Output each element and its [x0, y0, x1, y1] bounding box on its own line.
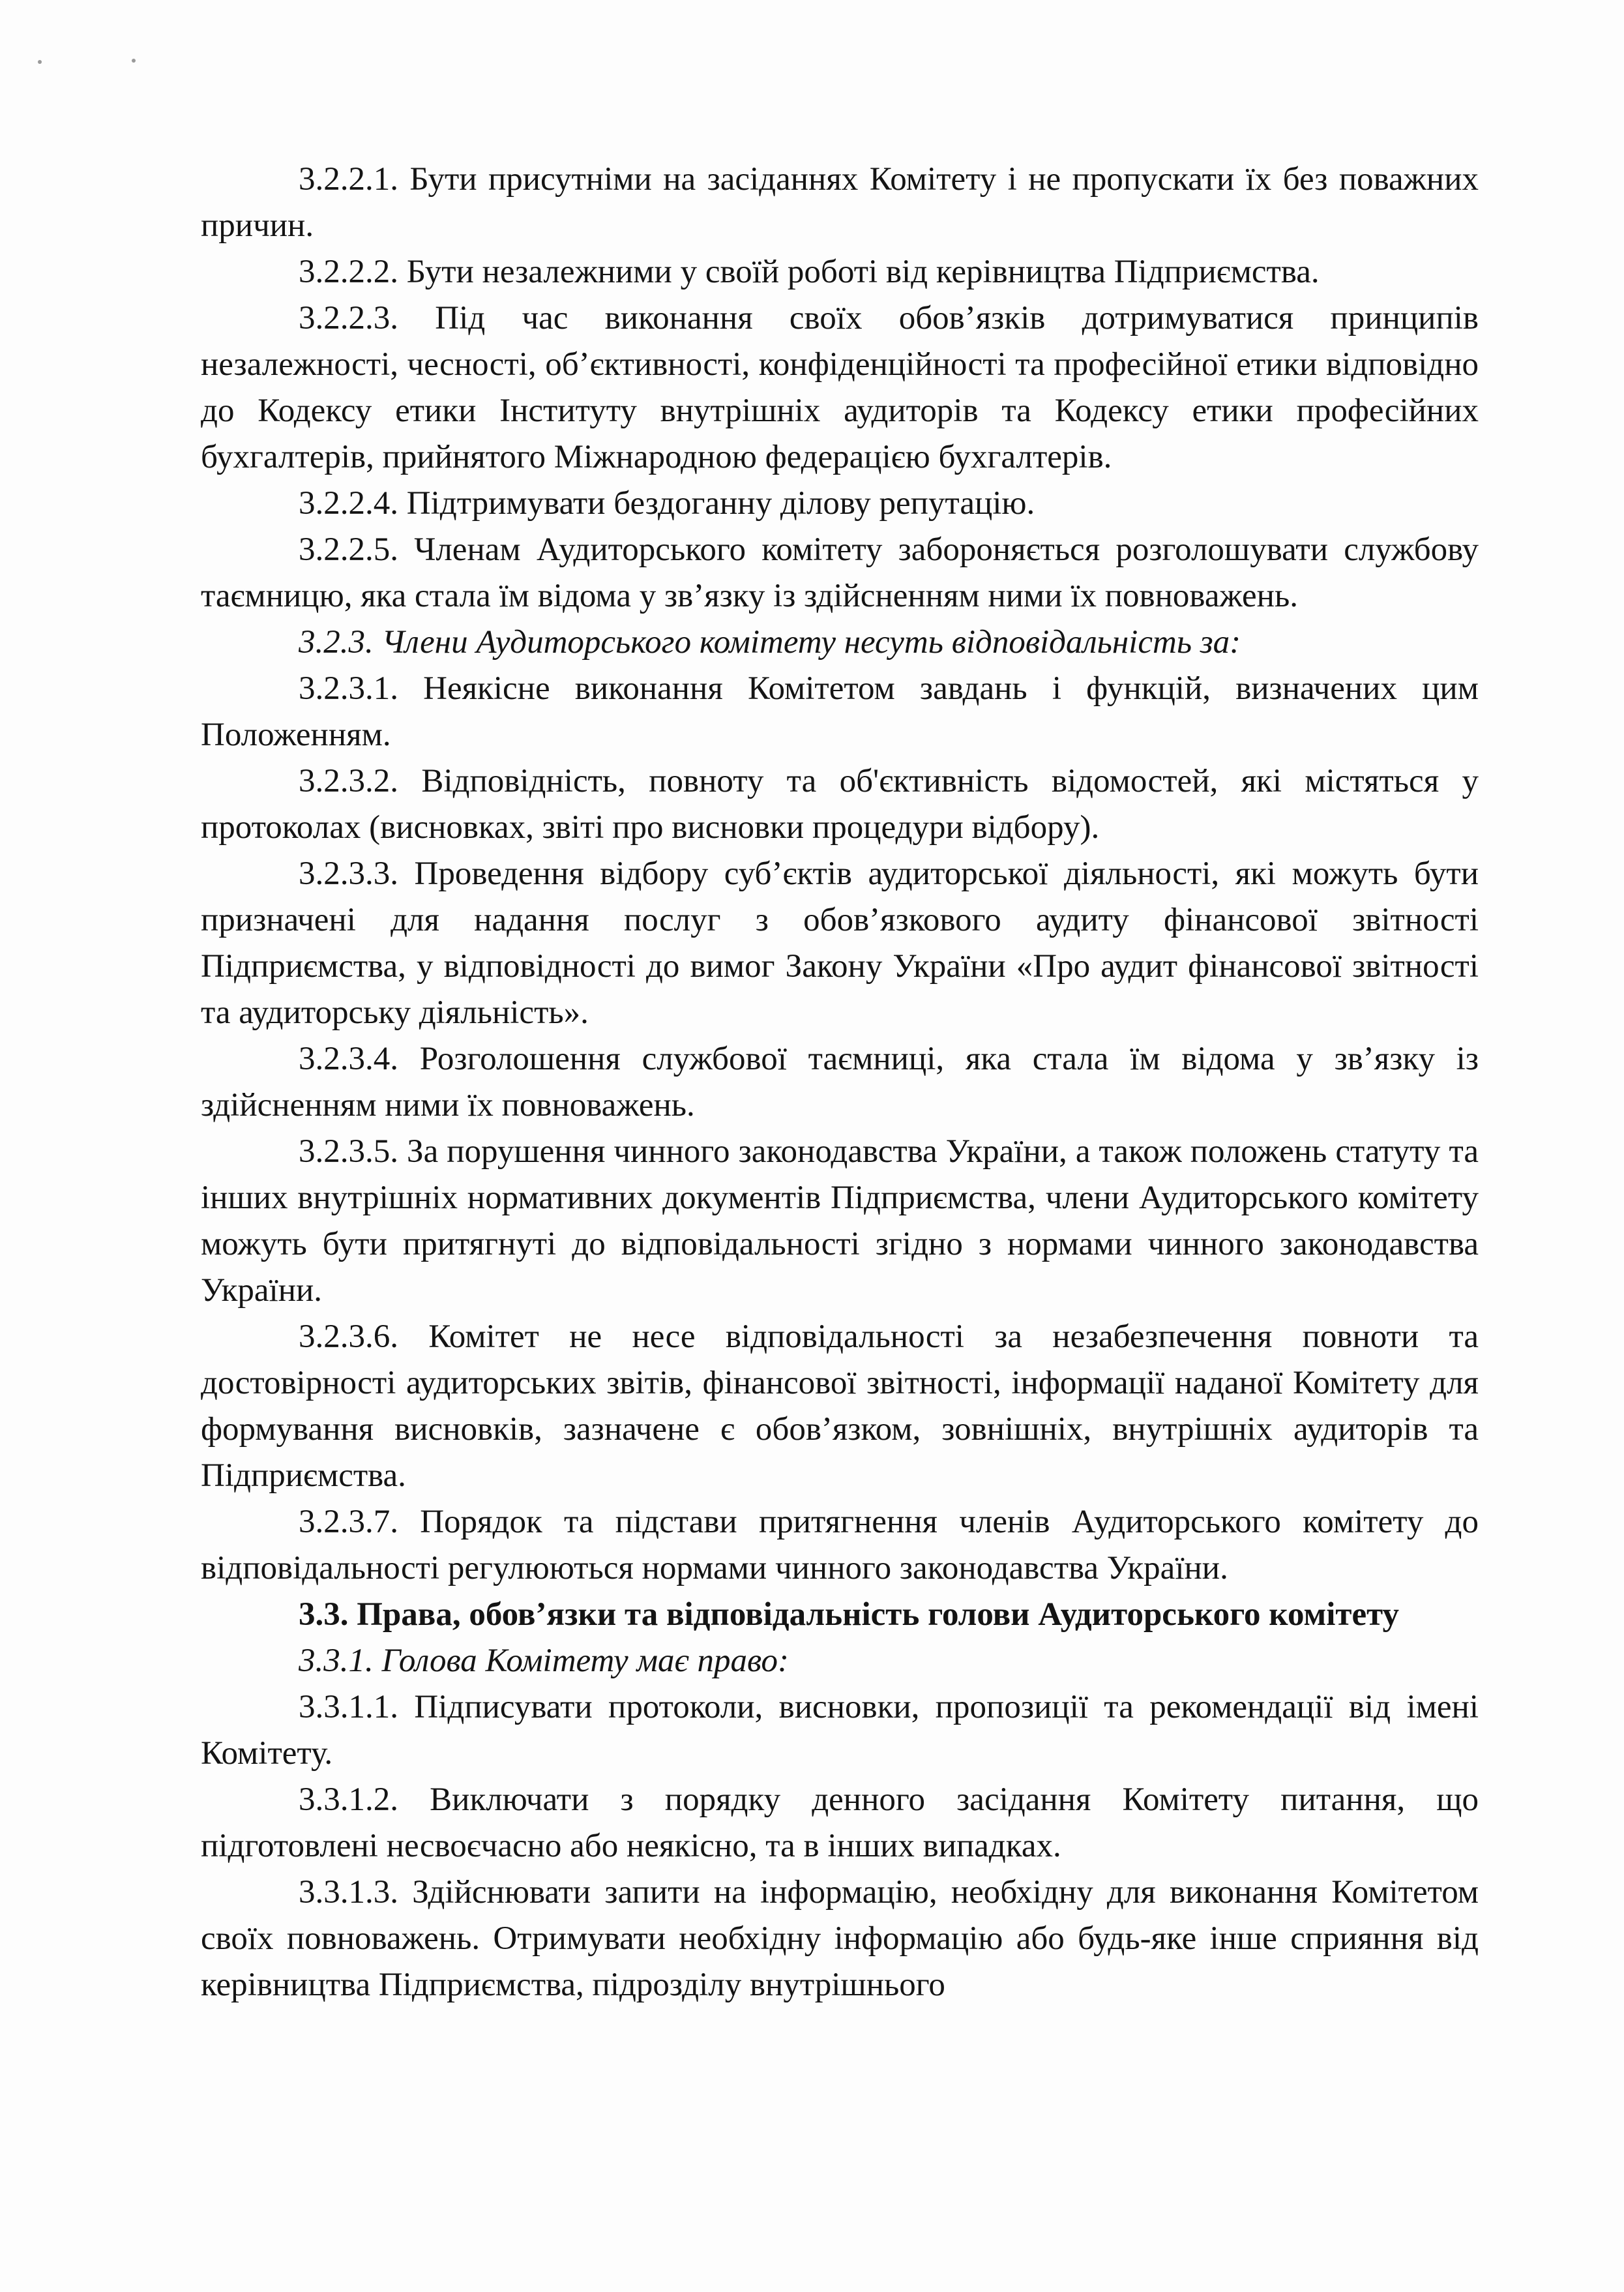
document-body: [201, 156, 1479, 2008]
paragraph-3-2-3-1: 3.2.3.1. Неякісне виконання Комітетом завдань і функцій, визначених цим Положенням.: [201, 670, 1479, 753]
paragraph-3-3-1-1: 3.3.1.1. Підписувати протоколи, висновки, пропозиції та рекомендації від імені Комітету.: [201, 1689, 1479, 1772]
subsection-heading-3-3-1: 3.3.1. Голова Комітету має право:: [299, 1643, 789, 1679]
paragraph-3-2-2-2: 3.2.2.2. Бути незалежними у своїй роботі від керівництва Підприємства.: [299, 254, 1320, 290]
paragraph-3-3-1-3: 3.3.1.3. Здійснювати запити на інформацію, необхідну для виконання Комітетом своїх повноважень. Отримувати необхідну інформацію або будь-яке інше сприяння від керівництва Підприємства, підрозділу внутрішнього: [201, 1874, 1479, 2003]
paragraph-3-2-2-1: 3.2.2.1. Бути присутніми на засіданнях Комітету і не пропускати їх без поважних причин.: [201, 161, 1479, 244]
paragraph-3-2-3-7: 3.2.3.7. Порядок та підстави притягнення членів Аудиторського комітету до відповідальності регулюються нормами чинного законодавства України.: [201, 1504, 1479, 1586]
subsection-heading-3-2-3: 3.2.3. Члени Аудиторського комітету несуть відповідальність за:: [299, 624, 1241, 661]
paragraph-3-3-1-2: 3.3.1.2. Виключати з порядку денного засідання Комітету питання, що підготовлені несвоєчасно або неякісно, та в інших випадках.: [201, 1781, 1479, 1864]
paragraph-3-2-2-3: 3.2.2.3. Під час виконання своїх обов’язків дотримуватися принципів незалежності, чесності, об’єктивності, конфіденційності та професійної етики відповідно до Кодексу етики Інституту внутрішніх аудиторів та Кодексу етики професійних бухгалтерів, прийнятого Міжнародною федерацією бухгалтерів.: [201, 300, 1479, 475]
paragraph-3-2-3-6: 3.2.3.6. Комітет не несе відповідальності за незабезпечення повноти та достовірності аудиторських звітів, фінансової звітності, інформації наданої Комітету для формування висновків, зазначене є обов’язком, зовнішніх, внутрішніх аудиторів та Підприємства.: [201, 1318, 1479, 1494]
scan-speck: [38, 60, 42, 64]
paragraph-3-2-2-4: 3.2.2.4. Підтримувати бездоганну ділову репутацію.: [299, 485, 1035, 522]
paragraph-3-2-3-3: 3.2.3.3. Проведення відбору суб’єктів аудиторської діяльності, які можуть бути призначені для надання послуг з обов’язкового аудиту фінансової звітності Підприємства, у відповідності до вимог Закону України «Про аудит фінансової звітності та аудиторську діяльність».: [201, 856, 1479, 1031]
paragraph-3-2-3-5: 3.2.3.5. За порушення чинного законодавства України, а також положень статуту та інших внутрішніх нормативних документів Підприємства, члени Аудиторського комітету можуть бути притягнуті до відповідальності згідно з нормами чинного законодавства України.: [201, 1133, 1479, 1309]
paragraph-3-2-3-2: 3.2.3.2. Відповідність, повноту та об'єктивність відомостей, які містяться у протоколах (висновках, звіті про висновки процедури відбору).: [201, 763, 1479, 846]
scan-speck: [132, 59, 136, 63]
paragraph-3-2-3-4: 3.2.3.4. Розголошення службової таємниці, яка стала їм відома у зв’язку із здійсненням ними їх повноважень.: [201, 1041, 1479, 1124]
section-heading-3-3: 3.3. Права, обов’язки та відповідальність голови Аудиторського комітету: [299, 1596, 1399, 1633]
paragraph-3-2-2-5: 3.2.2.5. Членам Аудиторського комітету забороняється розголошувати службову таємницю, яка стала їм відома у зв’язку із здійсненням ними їх повноважень.: [201, 531, 1479, 614]
